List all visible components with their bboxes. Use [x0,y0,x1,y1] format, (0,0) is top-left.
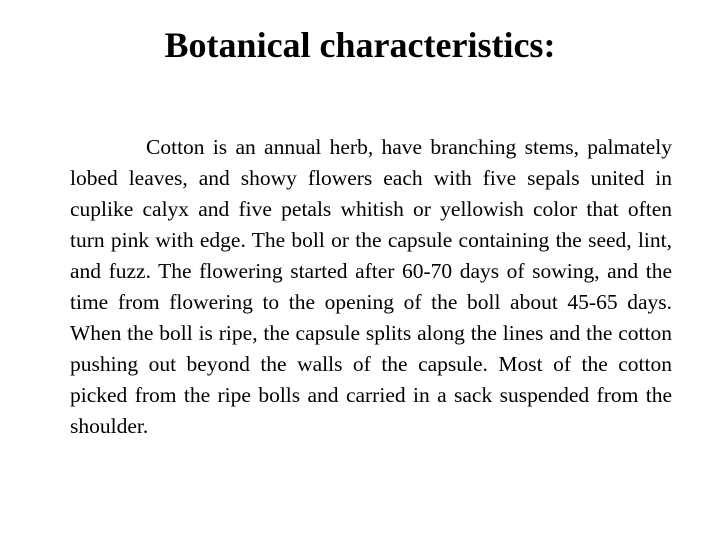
slide-body-paragraph: Cotton is an annual herb, have branching stems, palmately lobed leaves, and showy flowers each with five sepals united in cuplike calyx and five petals whitish or yellowish color that often turn pink with edge. The boll or the capsule containing the seed, lint, and fuzz. The flowering started after 60-70 days of sowing, and the time from flowering to the opening of the boll about 45-65 days. When the boll is ripe, the capsule splits along the lines and the cotton pushing out beyond the walls of the capsule. Most of the cotton picked from the ripe bolls and carried in a sack suspended from the shoulder. [70,135,672,438]
slide-title: Botanical characteristics: [164,25,556,65]
